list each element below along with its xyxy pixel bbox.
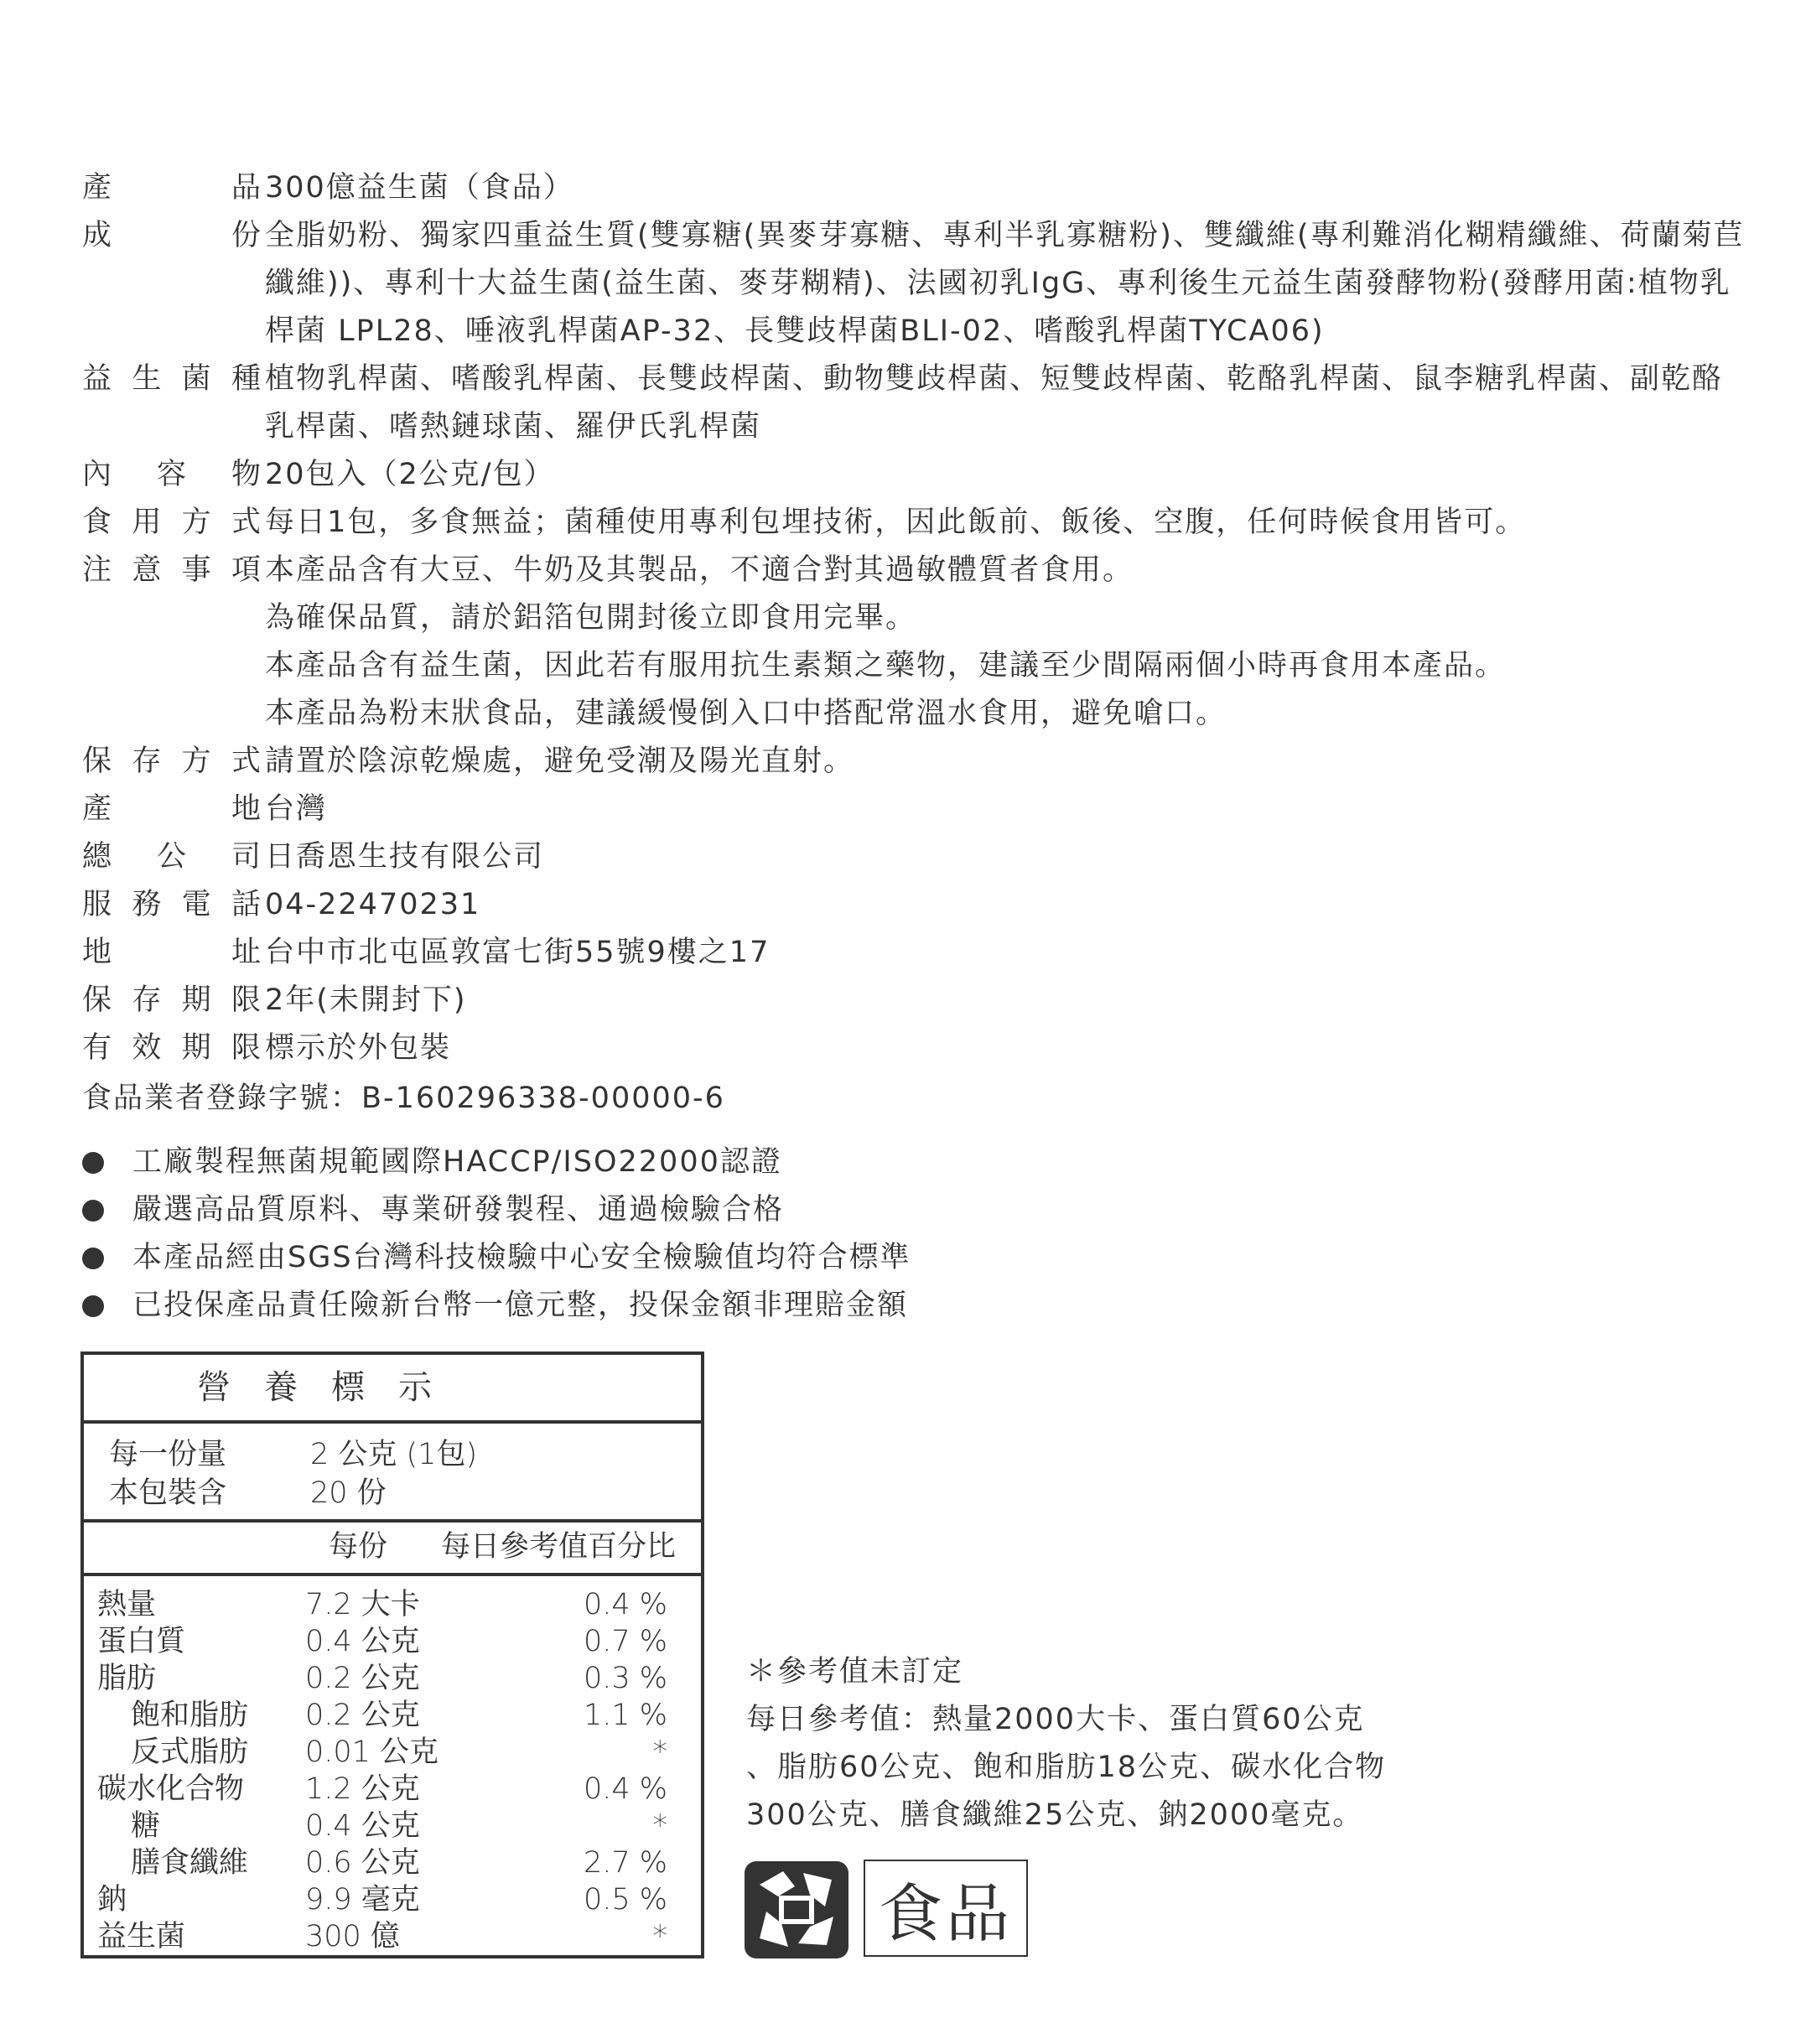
info-value-line: 本產品含有大豆、牛奶及其製品，不適合對其過敏體質者食用。	[265, 553, 1134, 587]
info-value	[265, 1025, 1759, 1072]
info-value-line: 桿菌 LPL28、唾液乳桿菌AP-32、長雙歧桿菌BLI-02、嗜酸乳桿菌TYCA06)	[265, 314, 1325, 348]
nutrient-dv: 2.7 %	[583, 1846, 667, 1880]
info-label	[82, 355, 265, 451]
nutrient-amount: 0.2 公克	[305, 1699, 420, 1732]
info-label-char: 成	[82, 219, 114, 252]
nutrient-amount: 7.2 大卡	[305, 1588, 420, 1621]
bullet-dot-icon	[82, 1200, 104, 1222]
info-label-char: 產	[82, 171, 114, 205]
info-label	[82, 881, 265, 929]
info-value-line: 標示於外包裝	[265, 1031, 452, 1065]
info-row	[82, 451, 1759, 499]
info-label-char: 事	[181, 553, 213, 587]
nutrition-row	[84, 1660, 701, 1697]
info-label-char: 期	[181, 983, 213, 1017]
nutrition-row	[84, 1697, 701, 1734]
info-label	[82, 929, 265, 977]
info-label-char: 保	[82, 744, 114, 778]
info-label-char: 地	[231, 792, 262, 826]
info-value-line: 纖維))、專利十大益生菌(益生菌、麥芽糊精)、法國初乳IgG、專利後生元益生菌發酵物粉(發酵用菌:植物乳	[265, 267, 1731, 300]
info-label	[82, 977, 265, 1025]
info-label	[82, 786, 265, 833]
nutrient-amount: 0.01 公克	[305, 1735, 439, 1769]
nutrient-dv: 0.5 %	[583, 1883, 667, 1917]
bullet-dot-icon	[82, 1248, 104, 1269]
info-label-char: 生	[132, 362, 163, 396]
info-row	[82, 881, 1759, 929]
info-row	[82, 1025, 1759, 1072]
info-value	[265, 929, 1759, 977]
info-value	[265, 212, 1759, 355]
nutrient-name: 碳水化合物	[97, 1772, 245, 1806]
info-label-char: 用	[132, 506, 163, 539]
note-line: 、脂肪60公克、飽和脂肪18公克、碳水化合物	[746, 1751, 1387, 1784]
info-value	[265, 786, 1759, 833]
nutrition-row	[84, 1808, 701, 1844]
registration-number: 食品業者登錄字號：B-160296338-00000-6	[82, 1082, 725, 1115]
info-value-line: 台中市北屯區敦富七街55號9樓之17	[265, 936, 771, 969]
daily-value-notes	[746, 1648, 1386, 1839]
nutrient-name: 反式脂肪	[131, 1735, 249, 1769]
package-label: 本包裝含	[109, 1476, 227, 1510]
info-label-char: 容	[156, 458, 188, 491]
info-label-char: 產	[82, 792, 114, 826]
nutrition-header	[84, 1523, 701, 1576]
info-label	[82, 547, 265, 738]
info-value-line: 請置於陰涼乾燥處，避免受潮及陽光直射。	[265, 744, 855, 778]
nutrient-name: 膳食纖維	[131, 1846, 249, 1880]
bullet-dot-icon	[82, 1295, 104, 1317]
nutrition-rows	[84, 1576, 701, 1955]
nutrition-row	[84, 1586, 701, 1623]
info-value-line: 植物乳桿菌、嗜酸乳桿菌、長雙歧桿菌、動物雙歧桿菌、短雙歧桿菌、乾酪乳桿菌、鼠李糖乳桿菌、副乾酪	[265, 362, 1724, 396]
info-label-char: 項	[231, 553, 262, 587]
info-value	[265, 977, 1759, 1025]
info-row	[82, 738, 1759, 786]
info-label-char: 意	[132, 553, 163, 587]
info-label-char: 限	[231, 983, 262, 1017]
nutrient-amount: 9.9 毫克	[305, 1883, 420, 1917]
recycle-icon	[745, 1861, 848, 1958]
nutrient-name: 鈉	[97, 1883, 127, 1917]
info-label-char: 存	[132, 983, 163, 1017]
info-value-line: 本產品含有益生菌，因此若有服用抗生素類之藥物，建議至少間隔兩個小時再食用本產品。	[265, 649, 1507, 682]
info-value	[265, 833, 1759, 881]
nutrition-row	[84, 1771, 701, 1808]
info-label-char: 益	[82, 362, 114, 396]
serving-info	[84, 1424, 701, 1523]
info-label-char: 司	[231, 840, 262, 874]
info-label-char: 期	[181, 1031, 213, 1065]
nutrient-dv: 0.3 %	[583, 1662, 667, 1695]
feature-text: 嚴選高品質原料、專業研發製程、通過檢驗合格	[132, 1193, 785, 1227]
nutrient-dv: *	[652, 1735, 667, 1769]
info-value-line: 300億益生菌（食品）	[265, 171, 574, 205]
info-row	[82, 833, 1759, 881]
info-value	[265, 355, 1759, 451]
info-row	[82, 977, 1759, 1025]
info-label-char: 食	[82, 506, 114, 539]
info-label-char: 電	[181, 888, 213, 921]
info-value-line: 全脂奶粉、獨家四重益生質(雙寡糖(異麥芽寡糖、專利半乳寡糖粉)、雙纖維(專利難消化糊精纖維、荷蘭菊苣	[265, 219, 1745, 252]
info-label	[82, 499, 265, 547]
nutrient-name: 蛋白質	[97, 1625, 186, 1658]
info-value-line: 乳桿菌、嗜熱鏈球菌、羅伊氏乳桿菌	[265, 410, 762, 444]
feature-text: 工廠製程無菌規範國際HACCP/ISO22000認證	[132, 1145, 782, 1179]
info-value	[265, 164, 1759, 212]
info-label	[82, 1025, 265, 1072]
package-value: 20 份	[310, 1476, 387, 1510]
info-label	[82, 451, 265, 499]
feature-item	[82, 1282, 911, 1330]
info-label-char: 式	[231, 744, 262, 778]
info-value-line: 04-22470231	[265, 888, 481, 921]
product-info	[82, 164, 1759, 1072]
nutrient-dv: *	[652, 1920, 667, 1953]
info-label-char: 總	[82, 840, 114, 874]
feature-text: 已投保產品責任險新台幣一億元整，投保金額非理賠金額	[132, 1289, 909, 1322]
serving-value: 2 公克 (1包)	[310, 1438, 478, 1471]
info-label-char: 種	[231, 362, 262, 396]
nutrition-row	[84, 1844, 701, 1881]
info-label-char: 份	[231, 219, 262, 252]
info-row	[82, 929, 1759, 977]
note-line: 每日參考值：熱量2000大卡、蛋白質60公克	[746, 1703, 1365, 1736]
info-value-line: 日喬恩生技有限公司	[265, 840, 545, 874]
nutrient-amount: 0.6 公克	[305, 1846, 420, 1880]
nutrition-title-row	[84, 1355, 701, 1424]
info-value	[265, 881, 1759, 929]
feature-list	[82, 1139, 911, 1330]
nutrient-amount: 0.4 公克	[305, 1625, 420, 1658]
info-row	[82, 499, 1759, 547]
nutrient-dv: 1.1 %	[583, 1699, 667, 1732]
nutrition-title: 營養標示	[197, 1368, 465, 1407]
info-value-line: 為確保品質，請於鋁箔包開封後立即食用完畢。	[265, 601, 917, 635]
nutrient-dv: 0.7 %	[583, 1625, 667, 1658]
info-value-line: 每日1包，多食無益；菌種使用專利包埋技術，因此飯前、飯後、空腹，任何時候食用皆可。	[265, 506, 1527, 539]
info-value-line: 台灣	[265, 792, 328, 826]
info-label-char: 式	[231, 506, 262, 539]
bullet-dot-icon	[82, 1152, 104, 1174]
info-label-char: 話	[231, 888, 262, 921]
info-label-char: 菌	[181, 362, 213, 396]
nutrient-amount: 0.4 公克	[305, 1809, 420, 1843]
nutrient-name: 糖	[131, 1809, 161, 1843]
info-value-line: 2年(未開封下)	[265, 983, 467, 1017]
info-label-char: 限	[231, 1031, 262, 1065]
feature-item	[82, 1139, 911, 1186]
info-label	[82, 212, 265, 355]
info-label-char: 內	[82, 458, 114, 491]
info-label-char: 存	[132, 744, 163, 778]
info-label-char: 方	[181, 744, 213, 778]
info-label	[82, 164, 265, 212]
nutrient-dv: 0.4 %	[583, 1588, 667, 1621]
feature-item	[82, 1186, 911, 1234]
info-label-char: 方	[181, 506, 213, 539]
nutrition-row	[84, 1881, 701, 1918]
info-label-char: 效	[132, 1031, 163, 1065]
info-label-char: 物	[231, 458, 262, 491]
info-row	[82, 212, 1759, 355]
info-value-line: 本產品為粉末狀食品，建議緩慢倒入口中搭配常溫水食用，避免嗆口。	[265, 697, 1227, 730]
serving-label: 每一份量	[109, 1438, 227, 1471]
info-label-char: 公	[156, 840, 188, 874]
nutrient-dv: *	[652, 1809, 667, 1843]
nutrition-row	[84, 1623, 701, 1660]
nutrient-name: 益生菌	[97, 1920, 186, 1953]
info-label-char: 品	[231, 171, 262, 205]
nutrient-amount: 1.2 公克	[305, 1772, 420, 1806]
info-label-char: 注	[82, 553, 114, 587]
nutrient-name: 熱量	[97, 1588, 157, 1621]
info-label	[82, 738, 265, 786]
info-value	[265, 499, 1759, 547]
info-value-line: 20包入（2公克/包）	[265, 458, 555, 491]
info-label-char: 服	[82, 888, 114, 921]
feature-text: 本產品經由SGS台灣科技檢驗中心安全檢驗值均符合標準	[132, 1241, 911, 1274]
info-label-char: 址	[231, 936, 262, 969]
nutrition-row	[84, 1918, 701, 1955]
info-row	[82, 164, 1759, 212]
col-daily-value: 每日參考值百分比	[441, 1530, 677, 1564]
note-line: 300公克、膳食纖維25公克、鈉2000毫克。	[746, 1798, 1364, 1832]
food-mark: 食品	[864, 1860, 1028, 1957]
nutrition-table	[80, 1351, 704, 1958]
nutrient-amount: 0.2 公克	[305, 1662, 420, 1695]
info-label-char: 有	[82, 1031, 114, 1065]
info-row	[82, 786, 1759, 833]
nutrient-amount: 300 億	[305, 1920, 400, 1953]
feature-item	[82, 1234, 911, 1282]
nutrient-name: 飽和脂肪	[131, 1699, 249, 1732]
info-row	[82, 355, 1759, 451]
nutrient-dv: 0.4 %	[583, 1772, 667, 1806]
info-label-char: 保	[82, 983, 114, 1017]
nutrient-name: 脂肪	[97, 1662, 157, 1695]
info-label	[82, 833, 265, 881]
info-label-char: 務	[132, 888, 163, 921]
info-value	[265, 547, 1759, 738]
info-row	[82, 547, 1759, 738]
info-value	[265, 738, 1759, 786]
note-line: ＊參考值未訂定	[746, 1655, 964, 1689]
info-label-char: 地	[82, 936, 114, 969]
nutrition-row	[84, 1734, 701, 1771]
info-value	[265, 451, 1759, 499]
col-per-serving: 每份	[329, 1530, 388, 1564]
